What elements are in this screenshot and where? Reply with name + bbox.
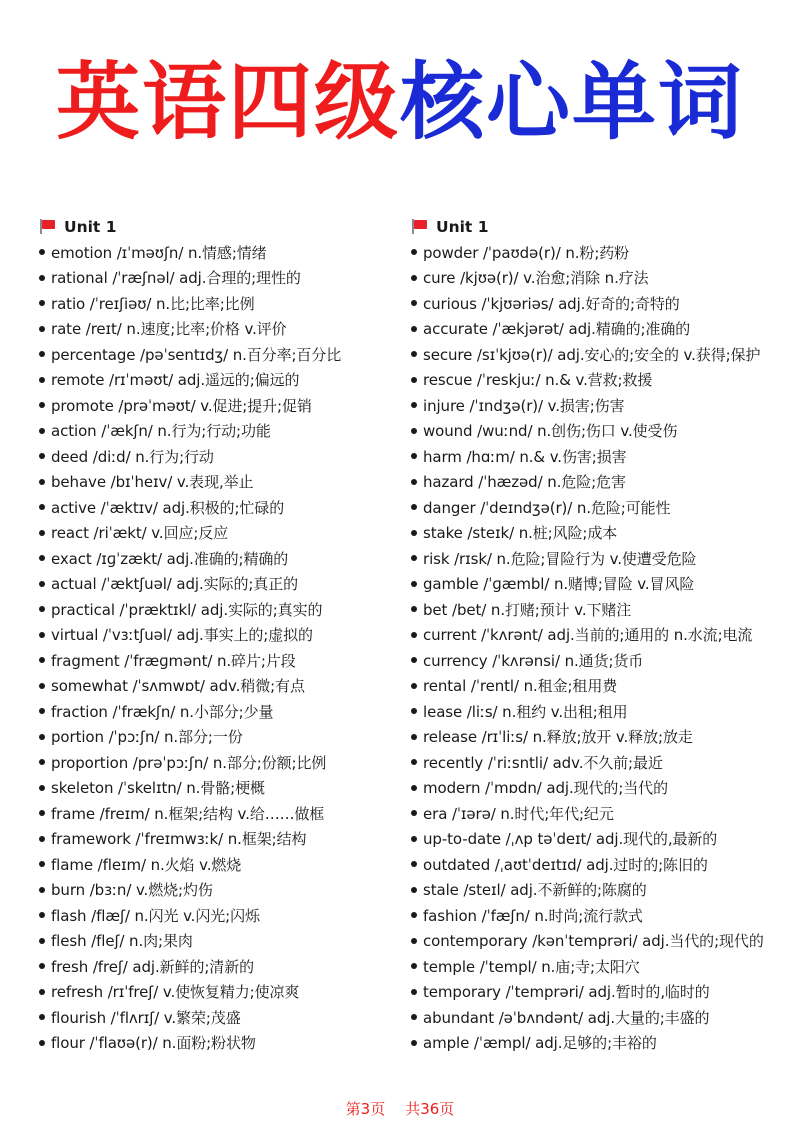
unit-label: Unit 1 bbox=[64, 217, 117, 236]
bullet-icon bbox=[39, 504, 45, 510]
bullet-icon bbox=[411, 759, 417, 765]
bullet-icon bbox=[39, 453, 45, 459]
word-entry-text: burn /bɜːn/ v.燃烧;灼伤 bbox=[51, 881, 213, 900]
bullet-icon bbox=[411, 810, 417, 816]
word-entry bbox=[410, 928, 795, 954]
bullet-icon bbox=[411, 708, 417, 714]
bullet-icon bbox=[39, 708, 45, 714]
bullet-icon bbox=[411, 402, 417, 408]
bullet-icon bbox=[39, 657, 45, 663]
bullet-icon bbox=[411, 606, 417, 612]
word-entry-text: hazard /ˈhæzəd/ n.危险;危害 bbox=[423, 473, 626, 492]
bullet-icon bbox=[411, 249, 417, 255]
word-entry-text: rental /ˈrentl/ n.租金;租用费 bbox=[423, 677, 618, 696]
word-entry-text: percentage /pəˈsentɪdʒ/ n.百分率;百分比 bbox=[51, 345, 342, 364]
word-entry-text: powder /ˈpaʊdə(r)/ n.粉;药粉 bbox=[423, 243, 630, 262]
word-entry bbox=[38, 648, 398, 674]
word-entry bbox=[410, 367, 795, 393]
bullet-icon bbox=[411, 479, 417, 485]
word-entry bbox=[38, 342, 398, 368]
word-entry-text: temple /ˈtempl/ n.庙;寺;太阳穴 bbox=[423, 957, 640, 976]
title-blue-part: 核心单词 bbox=[400, 53, 745, 151]
word-entry bbox=[38, 852, 398, 878]
bullet-icon bbox=[39, 861, 45, 867]
left-column bbox=[38, 214, 398, 1056]
unit-heading bbox=[38, 214, 398, 239]
word-entry bbox=[38, 928, 398, 954]
bullet-icon bbox=[411, 530, 417, 536]
word-entry-text: remote /rɪˈməʊt/ adj.遥远的;偏远的 bbox=[51, 371, 300, 390]
word-entry bbox=[410, 597, 795, 623]
bullet-icon bbox=[39, 836, 45, 842]
word-entry-text: outdated /ˌaʊtˈdeɪtɪd/ adj.过时的;陈旧的 bbox=[423, 855, 708, 874]
bullet-icon bbox=[39, 989, 45, 995]
word-entry bbox=[410, 291, 795, 317]
page-footer bbox=[0, 1098, 800, 1119]
word-entry bbox=[410, 546, 795, 572]
word-entry-text: actual /ˈæktʃuəl/ adj.实际的;真正的 bbox=[51, 575, 298, 594]
word-entry bbox=[410, 469, 795, 495]
word-entry bbox=[410, 801, 795, 827]
bullet-icon bbox=[39, 275, 45, 281]
word-entry-text: bet /bet/ n.打赌;预计 v.下赌注 bbox=[423, 600, 632, 619]
bullet-icon bbox=[411, 504, 417, 510]
word-entry bbox=[410, 673, 795, 699]
word-entry-text: risk /rɪsk/ n.危险;冒险行为 v.使遭受危险 bbox=[423, 549, 697, 568]
word-entry-text: active /ˈæktɪv/ adj.积极的;忙碌的 bbox=[51, 498, 285, 517]
word-entry bbox=[410, 877, 795, 903]
word-entry-text: rational /ˈræʃnəl/ adj.合理的;理性的 bbox=[51, 269, 301, 288]
word-entry-text: fresh /freʃ/ adj.新鲜的;清新的 bbox=[51, 957, 255, 976]
word-entry bbox=[38, 903, 398, 929]
word-entry bbox=[410, 316, 795, 342]
bullet-icon bbox=[39, 606, 45, 612]
word-entry-text: modern /ˈmɒdn/ adj.现代的;当代的 bbox=[423, 779, 668, 798]
word-entry-text: harm /hɑːm/ n.& v.伤害;损害 bbox=[423, 447, 627, 466]
word-entry bbox=[410, 622, 795, 648]
word-entry-text: up-to-date /ˌʌp təˈdeɪt/ adj.现代的,最新的 bbox=[423, 830, 718, 849]
word-entry bbox=[410, 699, 795, 725]
word-entry-text: gamble /ˈɡæmbl/ n.赌博;冒险 v.冒风险 bbox=[423, 575, 695, 594]
word-entry bbox=[38, 699, 398, 725]
word-entry-text: injure /ˈɪndʒə(r)/ v.损害;伤害 bbox=[423, 396, 625, 415]
word-entry-text: contemporary /kənˈtemprəri/ adj.当代的;现代的 bbox=[423, 932, 764, 951]
word-entry bbox=[410, 444, 795, 470]
bullet-icon bbox=[39, 912, 45, 918]
word-entry-text: current /ˈkʌrənt/ adj.当前的;通用的 n.水流;电流 bbox=[423, 626, 753, 645]
word-entry-text: somewhat /ˈsʌmwɒt/ adv.稍微;有点 bbox=[51, 677, 305, 696]
bullet-icon bbox=[39, 530, 45, 536]
bullet-icon bbox=[411, 963, 417, 969]
word-entry-text: virtual /ˈvɜːtʃuəl/ adj.事实上的;虚拟的 bbox=[51, 626, 313, 645]
word-entry-text: wound /wuːnd/ n.创伤;伤口 v.使受伤 bbox=[423, 422, 678, 441]
word-entry-text: behave /bɪˈheɪv/ v.表现,举止 bbox=[51, 473, 254, 492]
word-entry bbox=[410, 775, 795, 801]
word-entry-text: release /rɪˈliːs/ n.释放;放开 v.释放;放走 bbox=[423, 728, 693, 747]
bullet-icon bbox=[411, 581, 417, 587]
bullet-icon bbox=[39, 428, 45, 434]
word-entry-text: flourish /ˈflʌrɪʃ/ v.繁荣;茂盛 bbox=[51, 1008, 241, 1027]
word-entry-text: rate /reɪt/ n.速度;比率;价格 v.评价 bbox=[51, 320, 287, 339]
word-entry-text: portion /ˈpɔːʃn/ n.部分;一份 bbox=[51, 728, 243, 747]
word-entry bbox=[410, 265, 795, 291]
bullet-icon bbox=[39, 555, 45, 561]
bullet-icon bbox=[39, 351, 45, 357]
word-entry bbox=[38, 1030, 398, 1056]
bullet-icon bbox=[411, 377, 417, 383]
word-entry bbox=[410, 979, 795, 1005]
bullet-icon bbox=[39, 785, 45, 791]
word-entry bbox=[38, 979, 398, 1005]
word-entry-text: era /ˈɪərə/ n.时代;年代;纪元 bbox=[423, 804, 614, 823]
word-entry-text: rescue /ˈreskjuː/ n.& v.营救;救援 bbox=[423, 371, 653, 390]
word-entry-text: abundant /əˈbʌndənt/ adj.大量的;丰盛的 bbox=[423, 1008, 710, 1027]
word-entry bbox=[410, 954, 795, 980]
right-column bbox=[410, 214, 795, 1056]
word-entry bbox=[38, 444, 398, 470]
bullet-icon bbox=[411, 326, 417, 332]
bullet-icon bbox=[39, 1014, 45, 1020]
word-entry bbox=[410, 852, 795, 878]
red-flag-icon bbox=[40, 219, 56, 234]
word-entry-text: practical /ˈpræktɪkl/ adj.实际的;真实的 bbox=[51, 600, 323, 619]
bullet-icon bbox=[411, 938, 417, 944]
bullet-icon bbox=[411, 1014, 417, 1020]
red-flag-icon bbox=[412, 219, 428, 234]
bullet-icon bbox=[39, 963, 45, 969]
bullet-icon bbox=[411, 657, 417, 663]
bullet-icon bbox=[411, 351, 417, 357]
bullet-icon bbox=[39, 377, 45, 383]
word-entry bbox=[38, 673, 398, 699]
word-entry bbox=[38, 801, 398, 827]
word-entry-text: secure /sɪˈkjʊə(r)/ adj.安心的;安全的 v.获得;保护 bbox=[423, 345, 761, 364]
word-entry-text: danger /ˈdeɪndʒə(r)/ n.危险;可能性 bbox=[423, 498, 671, 517]
word-entry bbox=[38, 775, 398, 801]
bullet-icon bbox=[39, 734, 45, 740]
bullet-icon bbox=[411, 1040, 417, 1046]
bullet-icon bbox=[411, 683, 417, 689]
word-entry bbox=[38, 571, 398, 597]
bullet-icon bbox=[411, 861, 417, 867]
bullet-icon bbox=[411, 734, 417, 740]
word-entry bbox=[38, 622, 398, 648]
word-entry bbox=[38, 597, 398, 623]
word-entry-text: flesh /fleʃ/ n.肉;果肉 bbox=[51, 932, 193, 951]
word-entry-text: react /riˈækt/ v.回应;反应 bbox=[51, 524, 229, 543]
bullet-icon bbox=[39, 810, 45, 816]
bullet-icon bbox=[39, 887, 45, 893]
word-entry-text: refresh /rɪˈfreʃ/ v.使恢复精力;使凉爽 bbox=[51, 983, 300, 1002]
word-entry-text: curious /ˈkjʊəriəs/ adj.好奇的;奇特的 bbox=[423, 294, 680, 313]
word-entry bbox=[38, 826, 398, 852]
word-entry bbox=[38, 495, 398, 521]
word-entry-text: flame /fleɪm/ n.火焰 v.燃烧 bbox=[51, 855, 242, 874]
bullet-icon bbox=[411, 887, 417, 893]
bullet-icon bbox=[39, 249, 45, 255]
word-entry bbox=[410, 826, 795, 852]
bullet-icon bbox=[39, 632, 45, 638]
bullet-icon bbox=[411, 912, 417, 918]
word-entry-text: ample /ˈæmpl/ adj.足够的;丰裕的 bbox=[423, 1034, 657, 1053]
bullet-icon bbox=[411, 785, 417, 791]
word-entry-text: temporary /ˈtemprəri/ adj.暂时的,临时的 bbox=[423, 983, 710, 1002]
bullet-icon bbox=[411, 632, 417, 638]
bullet-icon bbox=[411, 836, 417, 842]
word-entry bbox=[38, 877, 398, 903]
word-entry bbox=[410, 750, 795, 776]
word-entry-text: deed /diːd/ n.行为;行动 bbox=[51, 447, 214, 466]
bullet-icon bbox=[39, 326, 45, 332]
bullet-icon bbox=[39, 581, 45, 587]
bullet-icon bbox=[411, 300, 417, 306]
word-entry-text: fashion /ˈfæʃn/ n.时尚;流行款式 bbox=[423, 906, 643, 925]
word-entry-text: recently /ˈriːsntli/ adv.不久前;最近 bbox=[423, 753, 663, 772]
word-list bbox=[410, 240, 795, 1056]
bullet-icon bbox=[411, 989, 417, 995]
word-entry-text: skeleton /ˈskelɪtn/ n.骨骼;梗概 bbox=[51, 779, 265, 798]
word-entry-text: fraction /ˈfrækʃn/ n.小部分;少量 bbox=[51, 702, 274, 721]
bullet-icon bbox=[411, 453, 417, 459]
title-red-part: 英语四级 bbox=[55, 53, 400, 151]
word-entry bbox=[38, 367, 398, 393]
word-entry bbox=[38, 418, 398, 444]
word-entry bbox=[38, 520, 398, 546]
word-entry bbox=[410, 520, 795, 546]
word-entry bbox=[38, 469, 398, 495]
word-entry-text: framework /ˈfreɪmwɜːk/ n.框架;结构 bbox=[51, 830, 307, 849]
bullet-icon bbox=[39, 479, 45, 485]
word-entry-text: frame /freɪm/ n.框架;结构 v.给……做框 bbox=[51, 804, 325, 823]
bullet-icon bbox=[39, 759, 45, 765]
word-entry-text: exact /ɪɡˈzækt/ adj.准确的;精确的 bbox=[51, 549, 289, 568]
word-entry bbox=[38, 954, 398, 980]
word-entry-text: flour /ˈflaʊə(r)/ n.面粉;粉状物 bbox=[51, 1034, 256, 1053]
word-entry-text: lease /liːs/ n.租约 v.出租;租用 bbox=[423, 702, 628, 721]
word-entry bbox=[410, 903, 795, 929]
unit-label: Unit 1 bbox=[436, 217, 489, 236]
word-entry-text: cure /kjʊə(r)/ v.治愈;消除 n.疗法 bbox=[423, 269, 649, 288]
bullet-icon bbox=[411, 555, 417, 561]
word-entry-text: action /ˈækʃn/ n.行为;行动;功能 bbox=[51, 422, 271, 441]
word-entry-text: currency /ˈkʌrənsi/ n.通货;货币 bbox=[423, 651, 644, 670]
word-entry bbox=[38, 546, 398, 572]
unit-heading bbox=[410, 214, 795, 239]
word-entry bbox=[38, 750, 398, 776]
word-entry bbox=[38, 240, 398, 266]
page-number: 第3页 bbox=[345, 1100, 386, 1118]
word-entry bbox=[410, 393, 795, 419]
word-entry-text: ratio /ˈreɪʃiəʊ/ n.比;比率;比例 bbox=[51, 294, 255, 313]
word-entry bbox=[410, 418, 795, 444]
word-entry bbox=[410, 571, 795, 597]
word-entry bbox=[38, 393, 398, 419]
bullet-icon bbox=[39, 683, 45, 689]
word-entry-text: fragment /ˈfræɡmənt/ n.碎片;片段 bbox=[51, 651, 296, 670]
bullet-icon bbox=[39, 938, 45, 944]
word-entry bbox=[410, 648, 795, 674]
word-entry bbox=[410, 240, 795, 266]
word-entry-text: flash /flæʃ/ n.闪光 v.闪光;闪烁 bbox=[51, 906, 260, 925]
word-entry-text: proportion /prəˈpɔːʃn/ n.部分;份额;比例 bbox=[51, 753, 327, 772]
word-list bbox=[38, 240, 398, 1056]
bullet-icon bbox=[411, 428, 417, 434]
word-entry-text: stale /steɪl/ adj.不新鲜的;陈腐的 bbox=[423, 881, 647, 900]
word-entry bbox=[38, 724, 398, 750]
word-entry bbox=[410, 1030, 795, 1056]
word-entry-text: promote /prəˈməʊt/ v.促进;提升;促销 bbox=[51, 396, 312, 415]
bullet-icon bbox=[39, 402, 45, 408]
word-entry bbox=[38, 265, 398, 291]
word-entry-text: emotion /ɪˈməʊʃn/ n.情感;情绪 bbox=[51, 243, 267, 262]
page-total: 共36页 bbox=[405, 1100, 455, 1118]
word-entry-text: accurate /ˈækjərət/ adj.精确的;准确的 bbox=[423, 320, 691, 339]
bullet-icon bbox=[39, 300, 45, 306]
word-entry bbox=[410, 495, 795, 521]
bullet-icon bbox=[39, 1040, 45, 1046]
word-entry-text: stake /steɪk/ n.桩;风险;成本 bbox=[423, 524, 618, 543]
bullet-icon bbox=[411, 275, 417, 281]
word-entry bbox=[410, 342, 795, 368]
word-entry bbox=[38, 291, 398, 317]
page-title bbox=[0, 52, 800, 152]
word-entry bbox=[38, 1005, 398, 1031]
word-entry bbox=[410, 1005, 795, 1031]
word-entry bbox=[410, 724, 795, 750]
word-entry bbox=[38, 316, 398, 342]
